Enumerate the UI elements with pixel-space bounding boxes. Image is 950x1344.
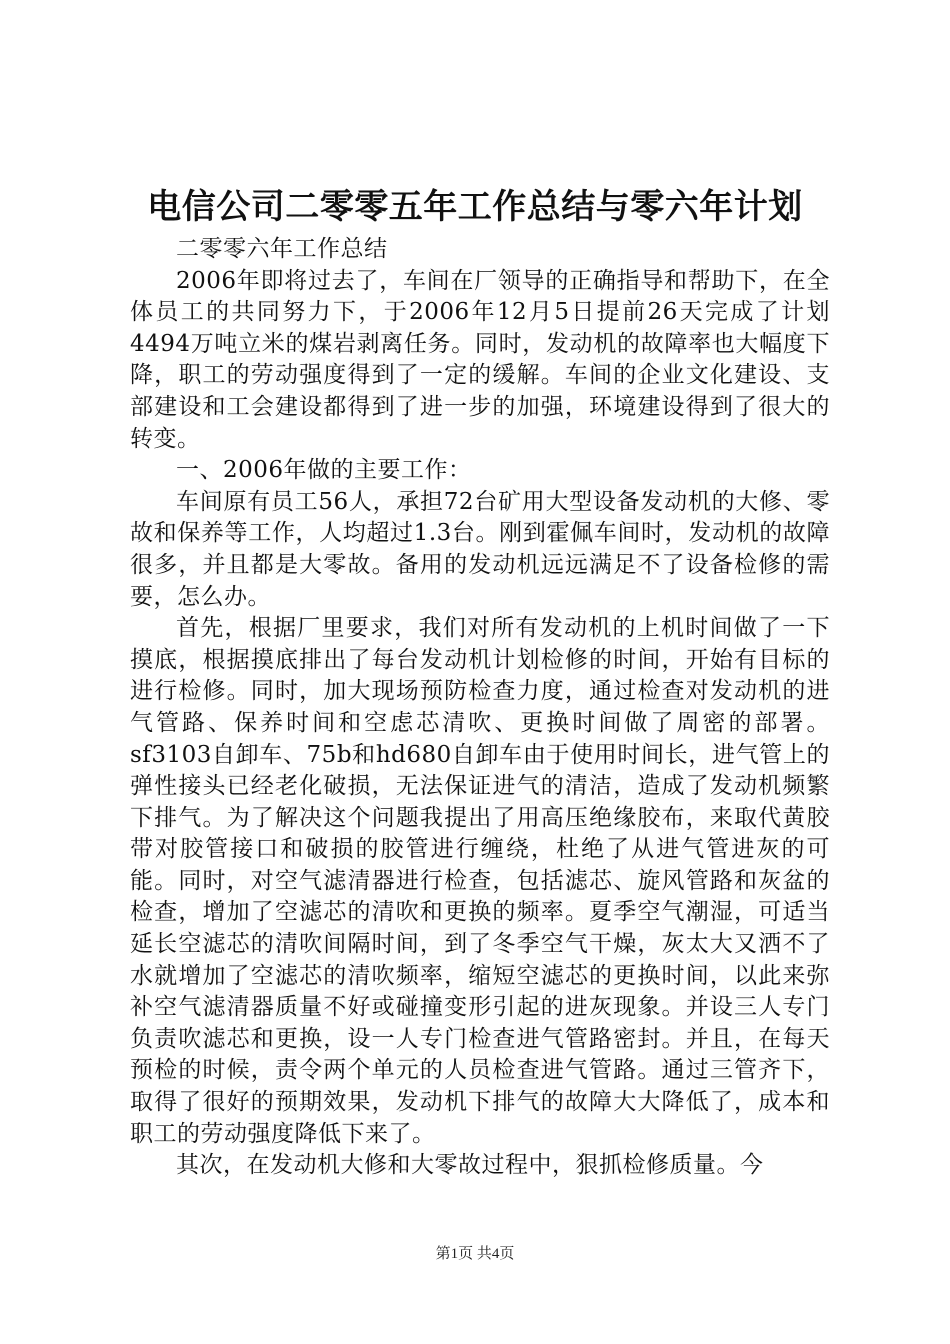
body-paragraph: 其次，在发动机大修和大零故过程中，狠抓检修质量。今 bbox=[176, 1152, 764, 1179]
document-body bbox=[130, 234, 830, 1182]
document-title: 电信公司二零零五年工作总结与零六年计划 bbox=[147, 187, 803, 227]
body-paragraph: 首先，根据厂里要求，我们对所有发动机的上机时间做了一下摸底，根据摸底排出了每台发动机计划检修的时间，开始有目标的进行检修。同时，加大现场预防检查力度，通过检查对发动机的进气管路、保养时间和空虑芯清吹、更换时间做了周密的部署。sf3103自卸车、75b和hd680自卸车由于使用时间长，进气管上的弹性接头已经老化破损，无法保证进气的清洁，造成了发动机频繁下排气。为了解决这个问题我提出了用高压绝缘胶布，来取代黄胶带对胶管接口和破损的胶管进行缠绕，杜绝了从进气管进灰的可能。同时，对空气滤清器进行检查，包括滤芯、旋风管路和灰盆的检查，增加了空滤芯的清吹和更换的频率。夏季空气潮湿，可适当延长空滤芯的清吹间隔时间，到了冬季空气干燥，灰太大又洒不了水就增加了空滤芯的清吹频率，缩短空滤芯的更换时间，以此来弥补空气滤清器质量不好或碰撞变形引起的进灰现象。并设三人专门负责吹滤芯和更换，设一人专门检查进气管路密封。并且，在每天预检的时候，责令两个单元的人员检查进气管路。通过三管齐下，取得了很好的预期效果，发动机下排气的故障大大降低了，成本和职工的劳动强度降低下来了。 bbox=[130, 615, 830, 1147]
body-paragraph: 2006年即将过去了，车间在厂领导的正确指导和帮助下，在全体员工的共同努力下，于2006年12月5日提前26天完成了计划4494万吨立米的煤岩剥离任务。同时，发动机的故障率也大幅度下降，职工的劳动强度得到了一定的缓解。车间的企业文化建设、支部建设和工会建设都得到了进一步的加强，环境建设得到了很大的转变。 bbox=[130, 267, 830, 452]
section-heading: 一、2006年做的主要工作： bbox=[176, 457, 472, 484]
page-number-footer: 第1页 共4页 bbox=[435, 1246, 515, 1262]
section-heading: 二零零六年工作总结 bbox=[176, 236, 388, 262]
body-paragraph: 车间原有员工56人，承担72台矿用大型设备发动机的大修、零故和保养等工作，人均超过1.3台。刚到霍佩车间时，发动机的故障很多，并且都是大零故。备用的发动机远远满足不了设备检修的需要，怎么办。 bbox=[130, 488, 830, 610]
